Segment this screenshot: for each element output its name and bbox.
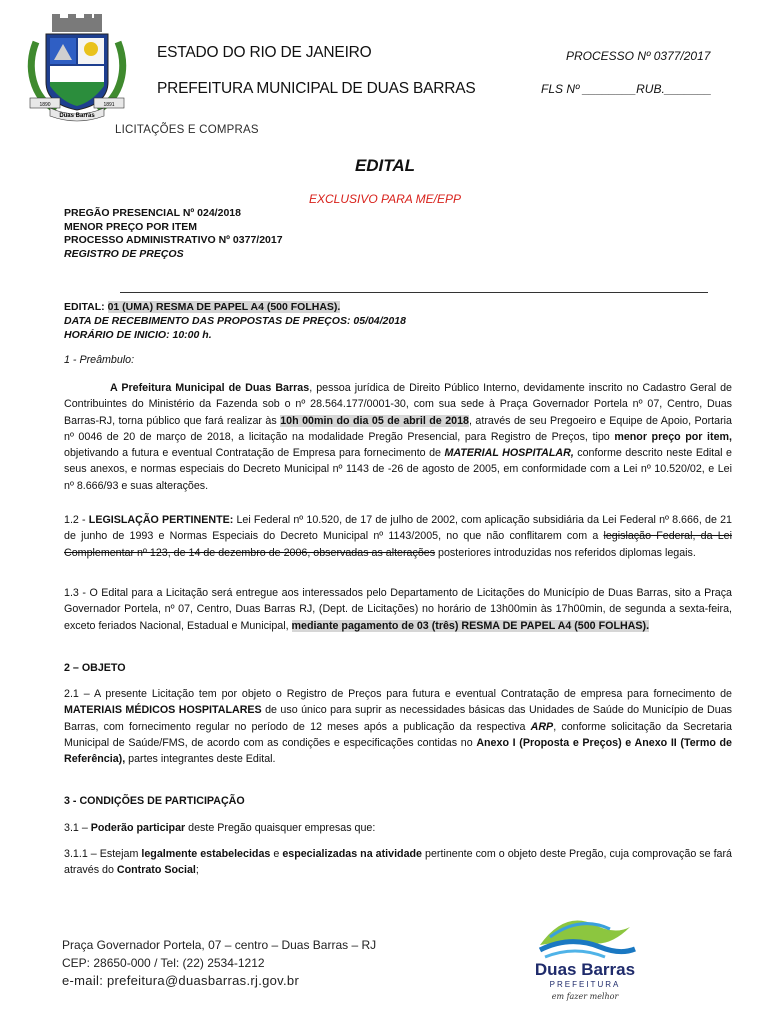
p1-date-highlight: 10h 00min do dia 05 de abril de 2018: [280, 414, 469, 427]
meta-processo: PROCESSO ADMINISTRATIVO Nº 0377/2017: [64, 234, 283, 246]
s13-highlight: mediante pagamento de 03 (três) RESMA DE PAPEL A4 (500 FOLHAS).: [291, 619, 650, 632]
s12-struck-text: legislação Federal, da Lei Complementar nº 123, de 14 de dezembro de 2006, observadas as alterações: [64, 530, 732, 559]
crest-year-left: 1890: [39, 102, 51, 108]
crest-banner-text: Duas Barras: [59, 113, 95, 119]
meta-menor-preco: MENOR PREÇO POR ITEM: [64, 220, 198, 233]
summary-edital-value: 01 (UMA) RESMA DE PAPEL A4 (500 FOLHAS).: [107, 301, 341, 313]
s12-num: 1.2 -: [64, 514, 89, 526]
s311-a: 3.1.1 – Estejam: [64, 848, 142, 860]
section-2-1-paragraph: [64, 686, 732, 767]
document-title: EDITAL: [354, 156, 416, 175]
summary-edital-label: EDITAL:: [64, 301, 105, 313]
s21-arp: ARP: [530, 720, 554, 733]
s12-text-e: posteriores introduzidas nos referidos diplomas legais.: [435, 546, 696, 559]
tender-summary: [64, 300, 406, 342]
header-processo: PROCESSO Nº 0377/2017: [566, 49, 711, 63]
p1-text-b: , pessoa jurídica de Direito Público Interno, devidamente inscrito no Cadastro Geral de Contribuintes do Ministério da Fazenda sob o nº 28.564.177/0001-30, com sua sede à Praça Governador Portela nº 07, Centro, Duas Barras-RJ, torna público que fará realizar às: [64, 382, 732, 427]
p1-text-f: objetivando a futura e eventual Contratação de Empresa para fornecimento de: [64, 447, 445, 460]
crest-year-right: 1891: [103, 102, 115, 108]
s21-text-c: de uso único para suprir as necessidades básicas das Unidades de Saúde do Município de Duas Barras, com fornecimento regular no período de 12 meses após a publicação da respectiva: [64, 704, 732, 733]
logo-name: Duas Barras: [534, 960, 636, 979]
preambulo-heading: 1 - Preâmbulo:: [64, 354, 135, 366]
s21-text-g: partes integrantes deste Edital.: [125, 753, 276, 766]
meta-pregao: PREGÃO PRESENCIAL Nº 024/2018: [64, 207, 241, 219]
header-fls: FLS Nº ________RUB._______: [541, 82, 712, 96]
s311-e: pertinente com o objeto deste Pregão, cuja comprovação se fará através do: [64, 848, 732, 877]
s12-text-c: Lei Federal nº 10.520, de 17 de julho de 2002, com aplicação subsidiária da Lei Federal nº 8.666, de 21 de junho de 1993 e Normas Especiais do Decreto Municipal nº 1143/2005, no que não conflitarem com a: [64, 514, 732, 543]
s311-b: legalmente estabelecidas: [141, 848, 271, 860]
municipal-crest-logo: [22, 12, 132, 122]
s21-anexos: Anexo I (Proposta e Preços) e Anexo II (Termo de Referência),: [64, 736, 732, 766]
duas-barras-logo: [510, 905, 660, 1005]
logo-slogan: em fazer melhor: [551, 992, 619, 1001]
s12-heading: LEGISLAÇÃO PERTINENTE:: [88, 514, 234, 526]
p1-material-hospitalar: MATERIAL HOSPITALAR,: [444, 447, 574, 460]
section-3-title: 3 - CONDIÇÕES DE PARTICIPAÇÃO: [64, 795, 245, 807]
footer-address: Praça Governador Portela, 07 – centro – Duas Barras – RJ: [62, 938, 377, 952]
p1-text-h: conforme descrito neste Edital e seus anexos, e normas especiais do Decreto Municipal nº 1143 de -26 de agosto de 2005, em conformidade com a Lei nº 10.520/02, e Lei nº 8.666/93 e suas alterações.: [64, 447, 732, 492]
meta-registro: REGISTRO DE PREÇOS: [64, 247, 184, 260]
section-1-title: [64, 352, 732, 368]
s21-materiais: MATERIAIS MÉDICOS HOSPITALARES: [64, 704, 262, 717]
header-state: ESTADO DO RIO DE JANEIRO: [157, 44, 372, 61]
summary-horario: HORÁRIO DE INICIO: 10:00 h.: [64, 329, 212, 341]
section-3-1-paragraph: [64, 820, 732, 836]
p1-text-e: menor preço por item,: [614, 430, 732, 443]
s311-c: e: [270, 848, 283, 860]
section-3-1-1-paragraph: [64, 846, 732, 879]
summary-data-recebimento: DATA DE RECEBIMENTO DAS PROPOSTAS DE PREÇOS: 05/04/2018: [64, 315, 406, 327]
footer-address-block: [62, 936, 376, 990]
section-2-title: 2 – OBJETO: [64, 662, 126, 674]
logo-sub: PREFEITURA: [549, 980, 621, 989]
department-label: LICITAÇÕES E COMPRAS: [115, 124, 259, 136]
document-subtitle: EXCLUSIVO PARA ME/EPP: [308, 192, 462, 206]
s21-text-e: , conforme solicitação da Secretaria Municipal de Saúde/FMS, de acordo com as condições e especificações contidas no: [64, 720, 732, 749]
s31-text: deste Pregão quaisquer empresas que:: [185, 822, 376, 834]
tender-meta: [64, 207, 283, 261]
s311-d: especializadas na atividade: [282, 848, 423, 860]
s31-num: 3.1 –: [64, 822, 91, 834]
s311-contrato-social: Contrato Social: [116, 864, 196, 877]
s311-g: ;: [195, 864, 199, 877]
section-1-paragraph: [64, 380, 732, 494]
prefeitura-name: A Prefeitura Municipal de Duas Barras: [110, 382, 310, 394]
section-1-2-paragraph: [64, 512, 732, 561]
p1-text-d: , através de seu Pregoeiro e Equipe de Apoio, Portaria nº 0046 de 20 de março de 2018, a licitação na modalidade Pregão Presencial, para Registro de Preços, tipo: [64, 414, 732, 443]
s31-poderao: Poderão participar: [90, 822, 186, 834]
s13-text: 1.3 - O Edital para a Licitação será entregue aos interessados pelo Departamento de Licitações do Município de Duas Barras, sito a Praça Governador Portela, nº 07, Centro, Duas Barras RJ, (Dept. de Licitações) no horário de 13h00min às 17h00min, de segunda a sexta-feira, exceto feriados Nacional, Estadual e Municipal,: [64, 587, 732, 632]
divider-line: [120, 292, 708, 293]
footer-cep-tel: CEP: 28650-000 / Tel: (22) 2534-1212: [62, 956, 265, 970]
section-1-3-paragraph: [64, 585, 732, 634]
footer-email: e-mail: prefeitura@duasbarras.rj.gov.br: [62, 973, 300, 988]
header-prefeitura: PREFEITURA MUNICIPAL DE DUAS BARRAS: [157, 80, 476, 97]
s21-text-a: 2.1 – A presente Licitação tem por objeto o Registro de Preços para futura e eventual Contratação de empresa para fornecimento de: [64, 688, 732, 700]
